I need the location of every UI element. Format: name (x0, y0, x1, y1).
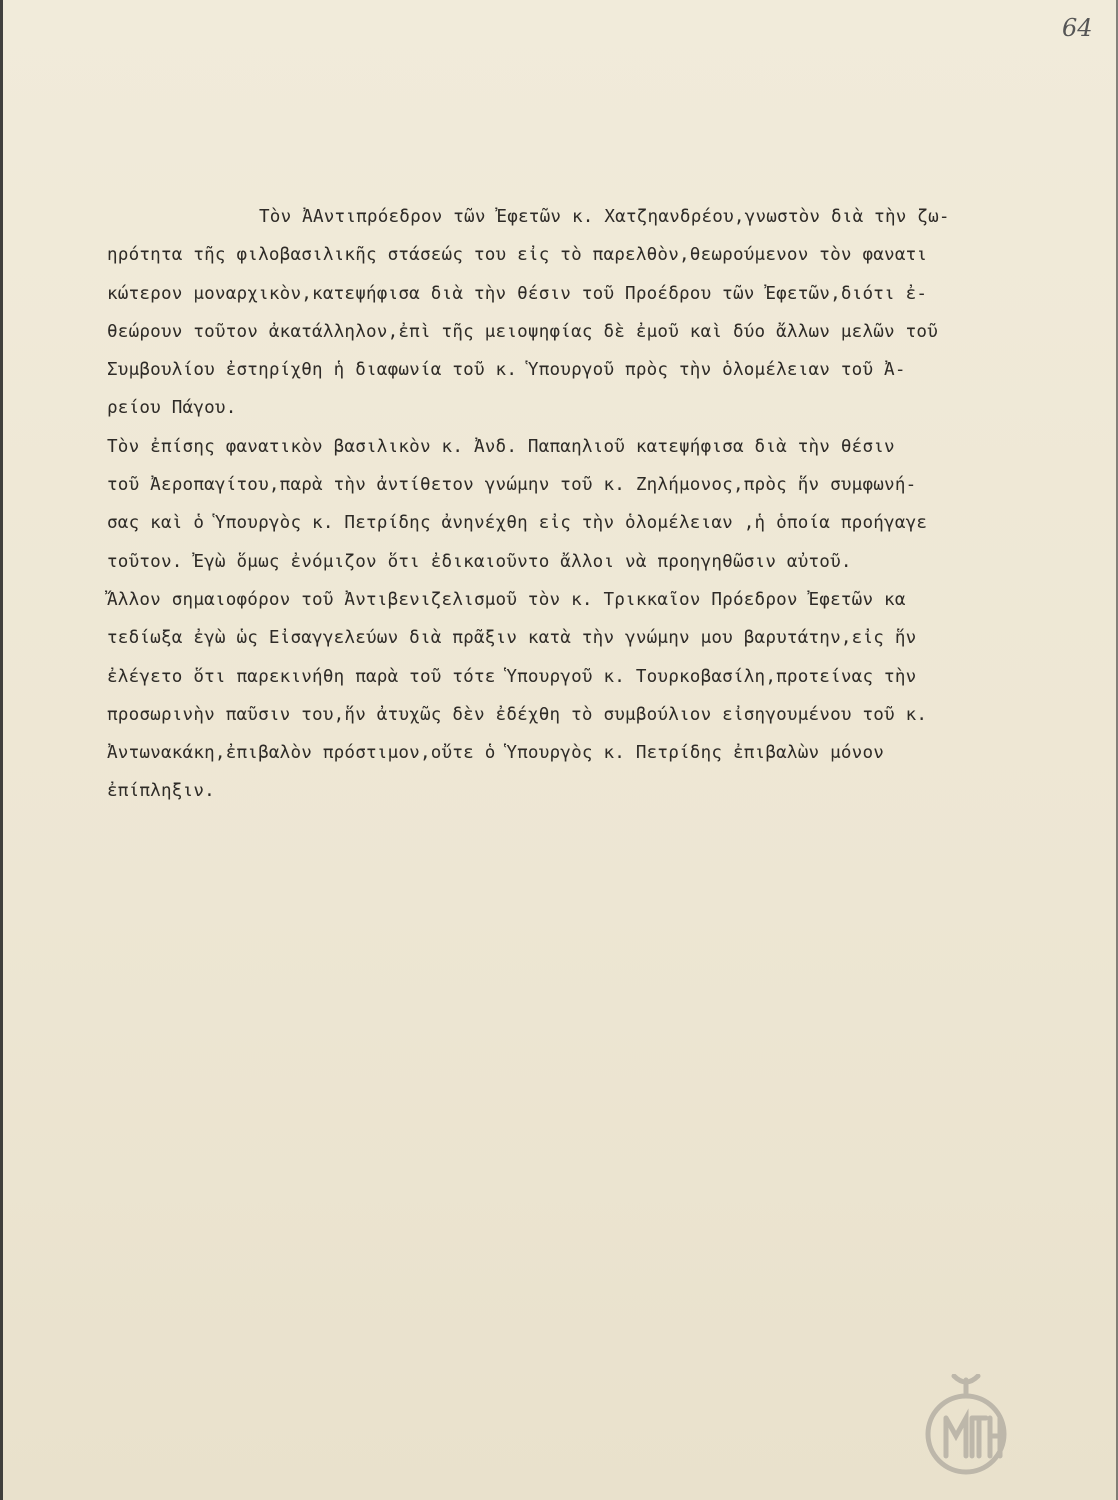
text-line: ἐπίπληξιν. (107, 781, 215, 802)
text-line: θεώρουν τοῦτον ἀκατάλληλον,ἐπὶ τῆς μειοψηφίας δὲ ἐμοῦ καὶ δύο ἄλλων μελῶν τοῦ (107, 321, 939, 342)
page-left-edge (0, 0, 3, 1500)
text-line: ρείου Πάγου. (107, 398, 237, 419)
text-line: προσωρινὴν παῦσιν του,ἥν ἀτυχῶς δὲν ἐδέχθη τὸ συμβούλιον εἰσηγουμένου τοῦ κ. (107, 704, 928, 725)
text-line: σας καὶ ὁ Ὑπουργὸς κ. Πετρίδης ἀνηνέχθη εἰς τὴν ὁλομέλειαν ,ἡ ὁποία προήγαγε (107, 513, 928, 534)
text-line: Τὸν ἈΑντιπρόεδρον τῶν Ἐφετῶν κ. Χατζηανδρέου,γνωστὸν διὰ τὴν ζω- (259, 207, 950, 227)
text-line: Ἀντωνακάκη,ἐπιβαλὸν πρόστιμον,οὔτε ὁ Ὑπουργὸς κ. Πετρίδης ἐπιβαλὼν μόνον (107, 743, 885, 764)
text-line: τεδίωξα ἐγὼ ὡς Εἰσαγγελεύων διὰ πρᾶξιν κατὰ τὴν γνώμην μου βαρυτάτην,εἰς ἥν (107, 628, 917, 649)
text-line: τοῦ Ἀεροπαγίτου,παρὰ τὴν ἀντίθετον γνώμην τοῦ κ. Ζηλήμονος,πρὸς ἥν συμφωνή- (107, 475, 917, 496)
text-line: ἐλέγετο ὅτι παρεκινήθη παρὰ τοῦ τότε Ὑπουργοῦ κ. Τουρκοβασίλη,προτείνας τὴν (107, 666, 917, 687)
text-line: ηρότητα τῆς φιλοβασιλικῆς στάσεώς του εἰς τὸ παρελθὸν,θεωρούμενον τὸν φανατι (107, 245, 928, 266)
text-line: τοῦτον. Ἐγὼ ὅμως ἐνόμιζον ὅτι ἐδικαιοῦντο ἄλλοι νὰ προηγηθῶσιν αὐτοῦ. (107, 551, 852, 572)
text-line: Τὸν ἐπίσης φανατικὸν βασιλικὸν κ. Ἀνδ. Παπαηλιοῦ κατεψήφισα διὰ τὴν θέσιν (107, 436, 895, 457)
text-line: Συμβουλίου ἐστηρίχθη ἡ διαφωνία τοῦ κ. Ὑπουργοῦ πρὸς τὴν ὁλομέλειαν τοῦ Ἀ- (107, 360, 906, 381)
archive-stamp-icon (922, 1374, 1010, 1482)
typewritten-text (107, 198, 1087, 811)
text-line: κώτερον μοναρχικὸν,κατεψήφισα διὰ τὴν θέσιν τοῦ Προέδρου τῶν Ἐφετῶν,διότι ἐ- (107, 283, 928, 304)
text-line: Ἄλλον σημαιοφόρον τοῦ Ἀντιβενιζελισμοῦ τὸν κ. Τρικκαῖον Πρόεδρον Ἐφετῶν κα (107, 589, 906, 610)
page-number: 64 (1062, 14, 1093, 42)
